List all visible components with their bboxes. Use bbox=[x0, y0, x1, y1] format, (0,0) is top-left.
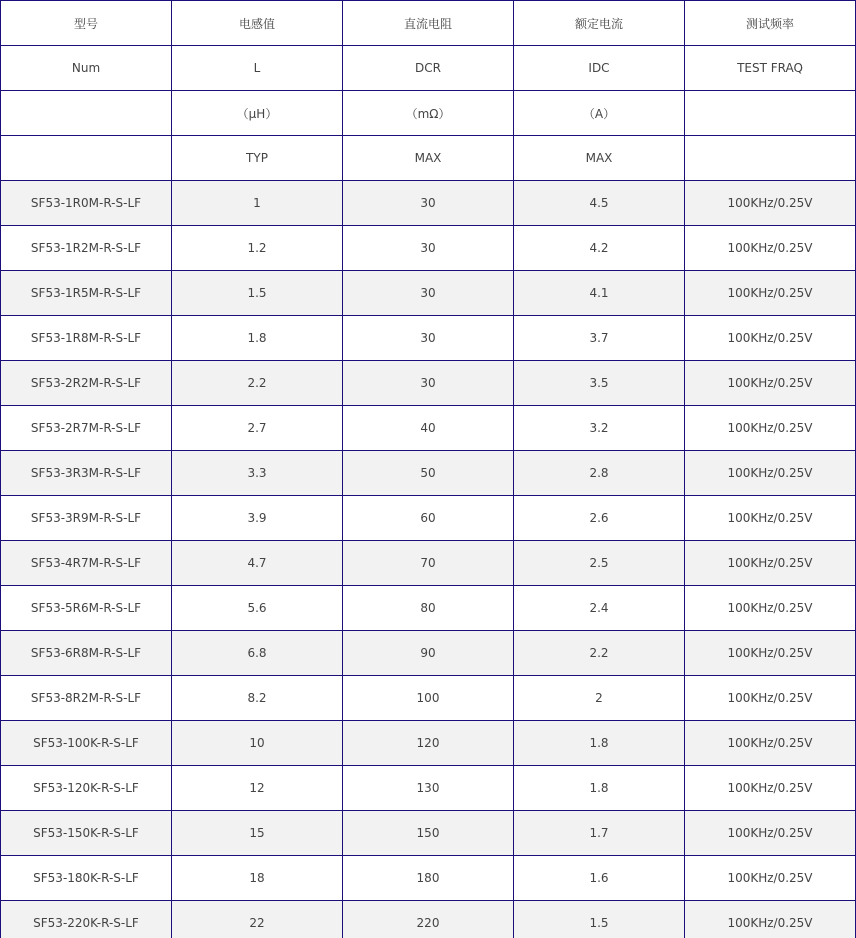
dcr-cell: 30 bbox=[343, 271, 514, 316]
dcr-cell: 30 bbox=[343, 181, 514, 226]
dcr-cell: 100 bbox=[343, 676, 514, 721]
frequency-cell: 100KHz/0.25V bbox=[685, 631, 856, 676]
frequency-cell: 100KHz/0.25V bbox=[685, 316, 856, 361]
frequency-cell: 100KHz/0.25V bbox=[685, 361, 856, 406]
table-row bbox=[1, 586, 856, 631]
model-cell: SF53-1R8M-R-S-LF bbox=[1, 316, 172, 361]
model-cell: SF53-1R2M-R-S-LF bbox=[1, 226, 172, 271]
frequency-cell: 100KHz/0.25V bbox=[685, 721, 856, 766]
table-row bbox=[1, 406, 856, 451]
frequency-cell: 100KHz/0.25V bbox=[685, 451, 856, 496]
dcr-cell: 90 bbox=[343, 631, 514, 676]
header-cell bbox=[685, 136, 856, 181]
model-cell: SF53-5R6M-R-S-LF bbox=[1, 586, 172, 631]
inductance-cell: 15 bbox=[172, 811, 343, 856]
idc-cell: 2.4 bbox=[514, 586, 685, 631]
frequency-cell: 100KHz/0.25V bbox=[685, 541, 856, 586]
header-cell bbox=[685, 91, 856, 136]
frequency-cell: 100KHz/0.25V bbox=[685, 271, 856, 316]
inductance-cell: 18 bbox=[172, 856, 343, 901]
model-cell: SF53-3R9M-R-S-LF bbox=[1, 496, 172, 541]
idc-cell: 3.2 bbox=[514, 406, 685, 451]
idc-cell: 2.2 bbox=[514, 631, 685, 676]
header-cell: （mΩ） bbox=[343, 91, 514, 136]
dcr-cell: 70 bbox=[343, 541, 514, 586]
inductance-cell: 3.9 bbox=[172, 496, 343, 541]
inductance-cell: 2.2 bbox=[172, 361, 343, 406]
header-cell: L bbox=[172, 46, 343, 91]
idc-cell: 2.8 bbox=[514, 451, 685, 496]
table-row bbox=[1, 901, 856, 938]
table-row bbox=[1, 811, 856, 856]
inductance-cell: 2.7 bbox=[172, 406, 343, 451]
dcr-cell: 30 bbox=[343, 361, 514, 406]
inductance-cell: 12 bbox=[172, 766, 343, 811]
idc-cell: 4.5 bbox=[514, 181, 685, 226]
header-cell: （A） bbox=[514, 91, 685, 136]
table-row bbox=[1, 181, 856, 226]
model-cell: SF53-8R2M-R-S-LF bbox=[1, 676, 172, 721]
header-row-units bbox=[1, 91, 856, 136]
idc-cell: 3.5 bbox=[514, 361, 685, 406]
inductance-cell: 4.7 bbox=[172, 541, 343, 586]
dcr-cell: 150 bbox=[343, 811, 514, 856]
model-cell: SF53-180K-R-S-LF bbox=[1, 856, 172, 901]
frequency-cell: 100KHz/0.25V bbox=[685, 811, 856, 856]
model-cell: SF53-6R8M-R-S-LF bbox=[1, 631, 172, 676]
header-cell-test-frequency: 测试频率 bbox=[685, 1, 856, 46]
frequency-cell: 100KHz/0.25V bbox=[685, 496, 856, 541]
model-cell: SF53-100K-R-S-LF bbox=[1, 721, 172, 766]
table-row bbox=[1, 316, 856, 361]
model-cell: SF53-2R2M-R-S-LF bbox=[1, 361, 172, 406]
header-row-labels bbox=[1, 1, 856, 46]
idc-cell: 1.8 bbox=[514, 721, 685, 766]
frequency-cell: 100KHz/0.25V bbox=[685, 676, 856, 721]
dcr-cell: 30 bbox=[343, 226, 514, 271]
frequency-cell: 100KHz/0.25V bbox=[685, 406, 856, 451]
table-row bbox=[1, 496, 856, 541]
frequency-cell: 100KHz/0.25V bbox=[685, 226, 856, 271]
inductance-cell: 3.3 bbox=[172, 451, 343, 496]
idc-cell: 2 bbox=[514, 676, 685, 721]
model-cell: SF53-4R7M-R-S-LF bbox=[1, 541, 172, 586]
inductance-cell: 1.5 bbox=[172, 271, 343, 316]
inductance-cell: 6.8 bbox=[172, 631, 343, 676]
dcr-cell: 50 bbox=[343, 451, 514, 496]
table-row bbox=[1, 451, 856, 496]
idc-cell: 3.7 bbox=[514, 316, 685, 361]
header-cell: TYP bbox=[172, 136, 343, 181]
model-cell: SF53-1R0M-R-S-LF bbox=[1, 181, 172, 226]
table-row bbox=[1, 766, 856, 811]
frequency-cell: 100KHz/0.25V bbox=[685, 901, 856, 938]
model-cell: SF53-120K-R-S-LF bbox=[1, 766, 172, 811]
frequency-cell: 100KHz/0.25V bbox=[685, 766, 856, 811]
header-cell-inductance: 电感值 bbox=[172, 1, 343, 46]
header-row-symbols bbox=[1, 46, 856, 91]
table-row bbox=[1, 856, 856, 901]
header-cell bbox=[1, 136, 172, 181]
header-cell bbox=[1, 91, 172, 136]
dcr-cell: 80 bbox=[343, 586, 514, 631]
header-cell-model: 型号 bbox=[1, 1, 172, 46]
table-row bbox=[1, 361, 856, 406]
header-cell: DCR bbox=[343, 46, 514, 91]
frequency-cell: 100KHz/0.25V bbox=[685, 586, 856, 631]
header-cell-dcr: 直流电阻 bbox=[343, 1, 514, 46]
idc-cell: 1.6 bbox=[514, 856, 685, 901]
header-row-qualifiers bbox=[1, 136, 856, 181]
header-cell: （μH） bbox=[172, 91, 343, 136]
model-cell: SF53-3R3M-R-S-LF bbox=[1, 451, 172, 496]
header-cell: TEST FRAQ bbox=[685, 46, 856, 91]
dcr-cell: 130 bbox=[343, 766, 514, 811]
frequency-cell: 100KHz/0.25V bbox=[685, 181, 856, 226]
inductance-cell: 5.6 bbox=[172, 586, 343, 631]
model-cell: SF53-2R7M-R-S-LF bbox=[1, 406, 172, 451]
idc-cell: 4.1 bbox=[514, 271, 685, 316]
model-cell: SF53-150K-R-S-LF bbox=[1, 811, 172, 856]
dcr-cell: 180 bbox=[343, 856, 514, 901]
idc-cell: 2.6 bbox=[514, 496, 685, 541]
inductance-cell: 1.8 bbox=[172, 316, 343, 361]
idc-cell: 2.5 bbox=[514, 541, 685, 586]
idc-cell: 1.5 bbox=[514, 901, 685, 938]
table-row bbox=[1, 676, 856, 721]
dcr-cell: 60 bbox=[343, 496, 514, 541]
table-row bbox=[1, 271, 856, 316]
table-row bbox=[1, 631, 856, 676]
idc-cell: 1.8 bbox=[514, 766, 685, 811]
inductance-cell: 10 bbox=[172, 721, 343, 766]
table-row bbox=[1, 226, 856, 271]
header-cell: Num bbox=[1, 46, 172, 91]
header-cell: IDC bbox=[514, 46, 685, 91]
dcr-cell: 40 bbox=[343, 406, 514, 451]
inductance-cell: 22 bbox=[172, 901, 343, 938]
dcr-cell: 220 bbox=[343, 901, 514, 938]
header-cell: MAX bbox=[514, 136, 685, 181]
table-row bbox=[1, 721, 856, 766]
header-cell-rated-current: 额定电流 bbox=[514, 1, 685, 46]
idc-cell: 1.7 bbox=[514, 811, 685, 856]
inductance-cell: 1.2 bbox=[172, 226, 343, 271]
inductance-cell: 8.2 bbox=[172, 676, 343, 721]
model-cell: SF53-1R5M-R-S-LF bbox=[1, 271, 172, 316]
inductance-cell: 1 bbox=[172, 181, 343, 226]
dcr-cell: 30 bbox=[343, 316, 514, 361]
header-cell: MAX bbox=[343, 136, 514, 181]
dcr-cell: 120 bbox=[343, 721, 514, 766]
frequency-cell: 100KHz/0.25V bbox=[685, 856, 856, 901]
model-cell: SF53-220K-R-S-LF bbox=[1, 901, 172, 938]
idc-cell: 4.2 bbox=[514, 226, 685, 271]
table-row bbox=[1, 541, 856, 586]
